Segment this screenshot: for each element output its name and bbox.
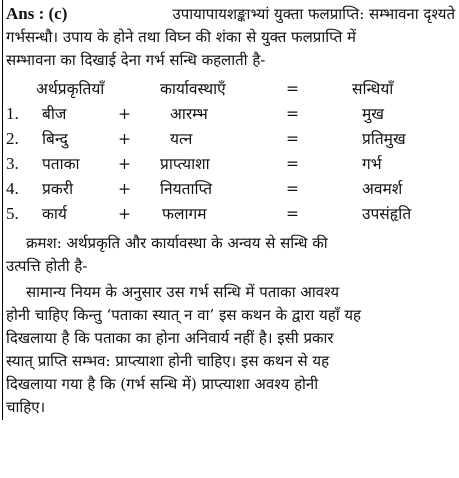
row-prakriti: प्रकरी bbox=[42, 180, 74, 198]
header-karyavastha: कार्यावस्थाएँ bbox=[160, 80, 226, 98]
row-avastha: यत्न bbox=[170, 130, 193, 148]
para3-line-5: दिखलाया गया है कि (गर्भ सन्धि में) प्राप्त्याशा अवश्य होनी bbox=[6, 375, 319, 393]
row-plus: + bbox=[118, 105, 131, 123]
row-prakriti: बिन्दु bbox=[42, 130, 68, 148]
row-number: 1. bbox=[6, 104, 19, 123]
row-prakriti: कार्य bbox=[42, 205, 67, 223]
header-equals: = bbox=[286, 80, 299, 98]
row-avastha: आरम्भ bbox=[170, 105, 208, 123]
row-number: 3. bbox=[6, 154, 19, 173]
header-arthaprakriti: अर्थप्रकृतियाँ bbox=[36, 80, 105, 98]
row-equals: = bbox=[286, 180, 299, 198]
row-equals: = bbox=[286, 155, 299, 173]
para2-line-1: क्रमश: अर्थप्रकृति और कार्यावस्था के अन्वय से सन्धि की bbox=[26, 234, 328, 252]
para2-line-2: उत्पत्ति होती है- bbox=[6, 257, 88, 275]
row-plus: + bbox=[118, 130, 131, 148]
para3-line-3: दिखलाया है कि पताका का होना अनिवार्य नहीं है। इसी प्रकार bbox=[6, 329, 334, 347]
intro-line-3: सम्भावना का दिखाई देना गर्भ सन्धि कहलाती है- bbox=[6, 51, 266, 69]
header-sandhi: सन्धियाँ bbox=[352, 80, 394, 98]
row-equals: = bbox=[286, 205, 299, 223]
row-number: 2. bbox=[6, 129, 19, 148]
row-avastha: नियताप्ति bbox=[160, 180, 213, 198]
row-plus: + bbox=[118, 155, 131, 173]
row-prakriti: बीज bbox=[42, 105, 67, 123]
row-plus: + bbox=[118, 180, 131, 198]
row-sandhi: मुख bbox=[362, 105, 384, 123]
para3-line-6: चाहिए। bbox=[6, 398, 46, 416]
row-sandhi: उपसंहृति bbox=[362, 205, 412, 223]
intro-line-2: गर्भसन्धौ। उपाय के होने तथा विघ्न की शंका से युक्त फलप्राप्ति में bbox=[6, 28, 357, 46]
row-avastha: प्राप्त्याशा bbox=[160, 155, 210, 173]
intro-line-1 bbox=[6, 4, 455, 24]
para3-line-1: सामान्य नियम के अनुसार उस गर्भ सन्धि में पताका आवश्य bbox=[26, 283, 340, 301]
para3-line-4: स्यात् प्राप्ति सम्भव: प्राप्त्याशा होनी चाहिए। इस कथन से यह bbox=[6, 352, 330, 370]
row-equals: = bbox=[286, 130, 299, 148]
row-avastha: फलागम bbox=[162, 205, 207, 223]
row-sandhi: प्रतिमुख bbox=[362, 130, 406, 148]
para3-line-2: होनी चाहिए किन्तु ‘पताका स्यात् न वा’ इस कथन के द्वारा यहाँ यह bbox=[6, 306, 362, 324]
row-sandhi: गर्भ bbox=[362, 155, 382, 173]
row-number: 4. bbox=[6, 179, 19, 198]
left-margin-rule bbox=[2, 0, 3, 420]
row-prakriti: पताका bbox=[42, 155, 80, 173]
row-plus: + bbox=[118, 205, 131, 223]
answer-label: Ans : (c) bbox=[6, 4, 68, 23]
row-number: 5. bbox=[6, 204, 19, 223]
intro-text-1: उपायापायशङ्काभ्यां युक्ता फलप्राप्ति: सम्भावना दृश्यते bbox=[172, 5, 455, 23]
row-equals: = bbox=[286, 105, 299, 123]
row-sandhi: अवमर्श bbox=[362, 180, 403, 198]
